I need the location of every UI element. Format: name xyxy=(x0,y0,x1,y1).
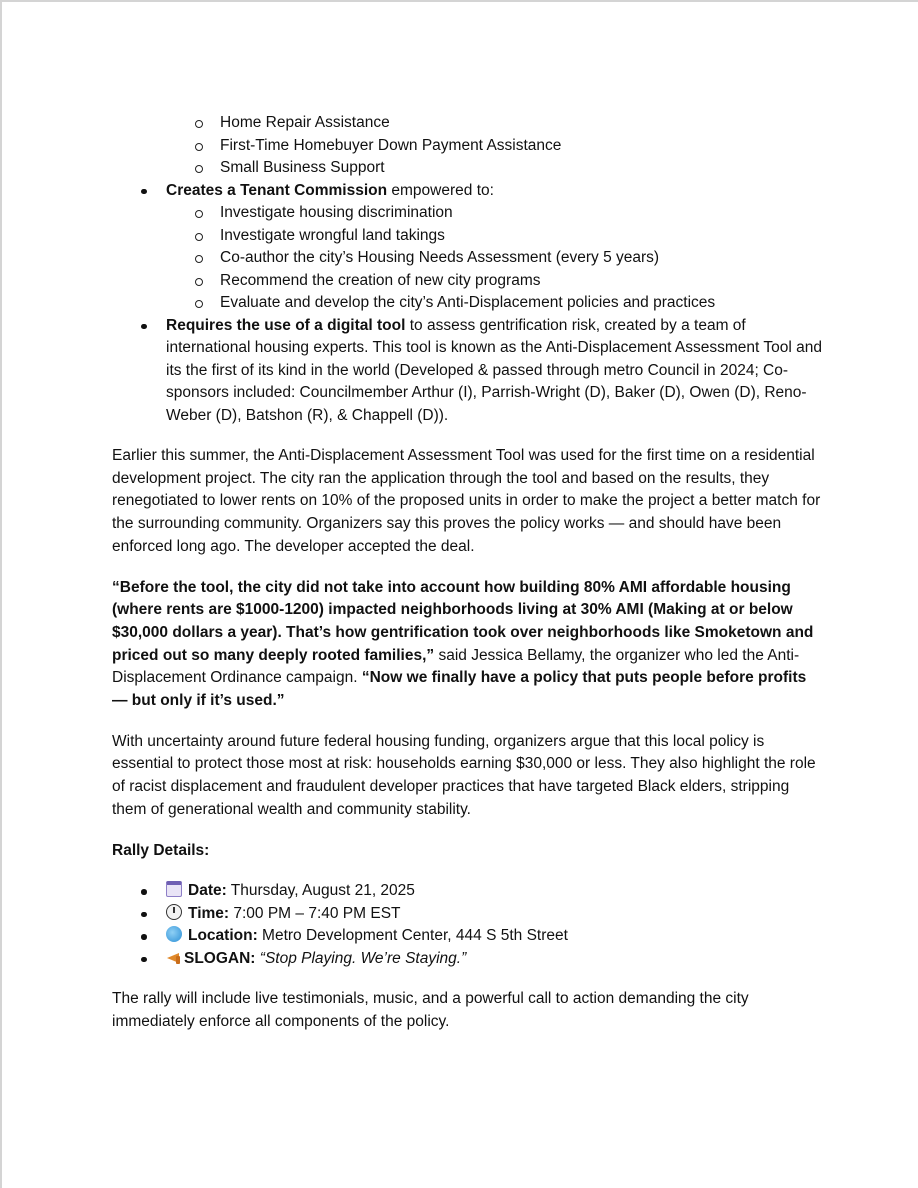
list-item: Small Business Support xyxy=(112,157,822,180)
paragraph-closing: The rally will include live testimonials, music, and a powerful call to action demanding the city immediately enforce all components of the policy. xyxy=(112,990,749,1030)
rally-slogan xyxy=(112,948,822,971)
globe-icon xyxy=(166,926,182,942)
calendar-icon xyxy=(166,881,182,897)
list-item: Home Repair Assistance xyxy=(112,112,822,135)
item-text: empowered to: xyxy=(387,181,494,199)
sub-list-programs xyxy=(112,112,822,180)
list-item: Evaluate and develop the city’s Anti-Displacement policies and practices xyxy=(166,292,822,315)
bold-text: Creates a Tenant Commission xyxy=(166,181,388,199)
sub-list-commission xyxy=(166,202,822,315)
list-item: First-Time Homebuyer Down Payment Assistance xyxy=(112,135,822,158)
location-label: Location: xyxy=(188,927,258,945)
list-item-digital-tool xyxy=(112,315,822,428)
date-label: Date: xyxy=(188,882,227,900)
list-item: Co-author the city’s Housing Needs Assessment (every 5 years) xyxy=(166,247,822,270)
quote-attribution: said Jessica Bellamy, the organizer who led the Anti-Displacement Ordinance campaign. xyxy=(112,646,800,687)
slogan-label: SLOGAN: xyxy=(184,949,256,967)
list-item: Investigate wrongful land takings xyxy=(166,225,822,248)
paragraph-quote xyxy=(112,577,822,713)
slogan-value: “Stop Playing. We’re Staying.” xyxy=(259,949,467,967)
list-item-tenant-commission xyxy=(112,180,822,315)
megaphone-icon xyxy=(166,949,182,965)
location-value: Metro Development Center, 444 S 5th Street xyxy=(257,927,568,945)
date-value: Thursday, August 21, 2025 xyxy=(226,882,415,900)
bold-text: Requires the use of a digital tool xyxy=(166,316,406,334)
time-value: 7:00 PM – 7:40 PM EST xyxy=(229,904,401,922)
rally-heading xyxy=(112,840,822,863)
rally-date xyxy=(112,880,822,903)
rally-heading-text: Rally Details: xyxy=(112,841,210,859)
rally-location xyxy=(112,925,822,948)
quote-bold-2: “Now we finally have a policy that puts people before profits — but only if it’s used.” xyxy=(112,669,807,710)
rally-time xyxy=(112,903,822,926)
list-item: Investigate housing discrimination xyxy=(166,202,822,225)
document-body xyxy=(112,112,822,1034)
list-item: Recommend the creation of new city programs xyxy=(166,270,822,293)
rally-details-list xyxy=(112,880,822,970)
time-label: Time: xyxy=(188,904,230,922)
quote-bold-1: “Before the tool, the city did not take into account how building 80% AMI affordable housing (where rents are $1000-1200) impacted neighborhoods living at 30% AMI (Making at or below $30,000 dollars a year). That’s how gentrification took over neighborhoods like Smoketown and priced out so many deeply rooted families,” xyxy=(112,578,814,664)
item-text: to assess gentrification risk, created by a team of international housing experts. This tool is known as the Anti-Displacement Assessment Tool and its the first of its kind in the world (Developed & passed through metro Council in 2024; Co-sponsors included: Councilmember Arthur (I), Parrish-Wright (D), Baker (D), Owen (D), Reno-Weber (D), Batshon (R), & Chappell (D)). xyxy=(166,316,822,424)
main-bullet-list xyxy=(112,180,822,428)
paragraph-summer: Earlier this summer, the Anti-Displacement Assessment Tool was used for the first time on a residential development project. The city ran the application through the tool and based on the results, they renegotiated to lower rents on 10% of the proposed units in order to make the project a better match for the surrounding community. Organizers say this proves the policy works — and should have been enforced long ago. The developer accepted the deal. xyxy=(112,447,821,555)
paragraph-federal: With uncertainty around future federal housing funding, organizers argue that this local policy is essential to protect those most at risk: households earning $30,000 or less. They also highlight the role of racist displacement and fraudulent developer practices that have targeted Black elders, stripping them of generational wealth and community stability. xyxy=(112,732,816,818)
clock-icon xyxy=(166,904,182,920)
